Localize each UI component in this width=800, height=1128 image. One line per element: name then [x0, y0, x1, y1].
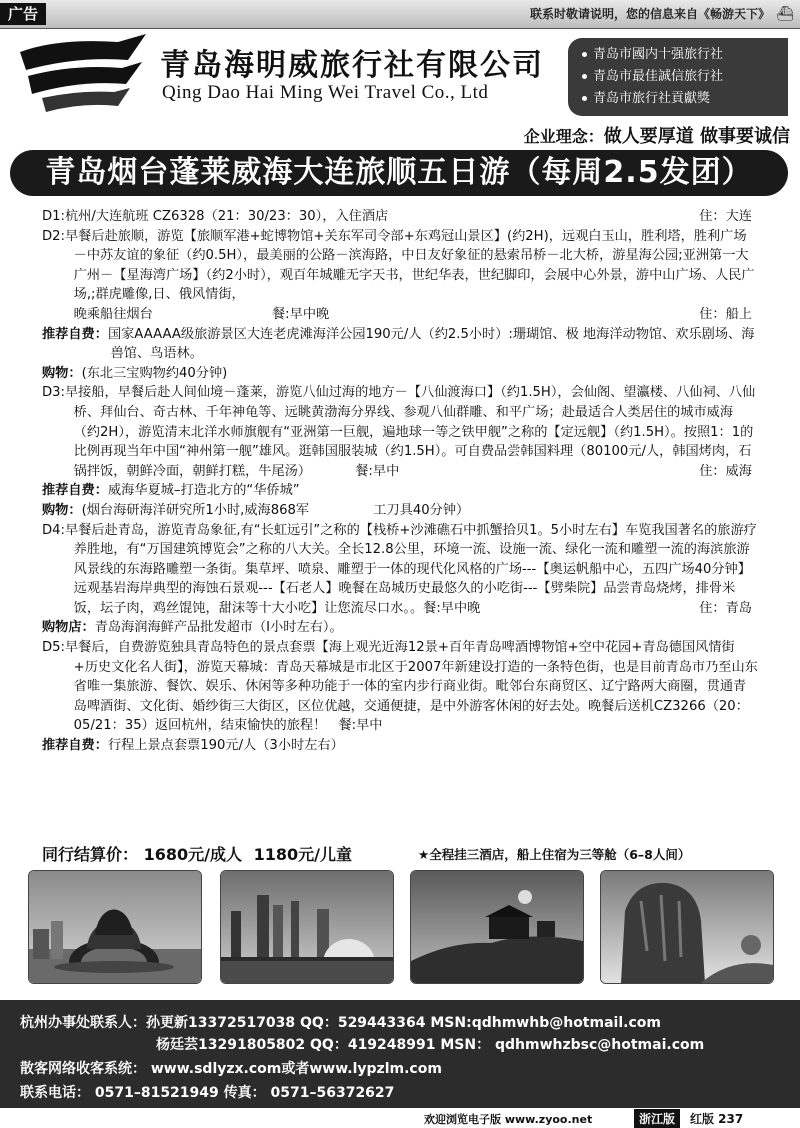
shopping-2: 购物：(烟台海研海洋研究所1小时,威海868军 工刀具40分钟） — [42, 502, 470, 518]
day-1-stay: 住：大连 — [699, 209, 752, 224]
price-adult: 1680元/成人 — [143, 845, 242, 864]
photo-may-fourth-square — [28, 870, 202, 984]
day-1: D1:杭州/大连航班 CZ6328（21：30/23：30），入住酒店 住：大连 — [42, 207, 758, 227]
day-3-stay: 住：威海 — [699, 463, 752, 479]
ship-icon: ⛴ — [776, 6, 794, 22]
company-name-en: Qing Dao Hai Ming Wei Travel Co., Ltd — [162, 82, 489, 103]
honor-item: 青岛市最佳誠信旅行社 — [582, 66, 788, 88]
company-name-cn: 青岛海明威旅行社有限公司 — [160, 48, 544, 83]
company-header — [12, 30, 788, 118]
honor-item: 青岛市旅行社貢獻獎 — [582, 88, 788, 110]
contact-panel — [0, 1000, 800, 1108]
price-child: 1180元/儿童 — [253, 845, 352, 864]
price-label: 同行结算价： — [42, 845, 139, 864]
photo-qingdao-skyline — [220, 870, 394, 984]
contact-person-2: 杨廷芸13291805802 QQ：419248991 MSN： qdhmwhzbsc@hotmai.com — [156, 1037, 705, 1053]
company-logo — [18, 32, 148, 112]
price-line — [42, 842, 352, 865]
company-motto — [0, 122, 790, 148]
motto-text: 做人要厚道 做事要诚信 — [603, 126, 790, 147]
honors-panel — [568, 38, 788, 116]
accommodation-note: ★全程挂三酒店，船上住宿为三等舱（6–8人间） — [418, 847, 691, 862]
recommend-2: 推荐自费：威海华夏城–打造北方的“华侨城” — [42, 483, 300, 499]
day-2: D2:早餐后赴旅顺，游览【旅顺军港+蛇博物馆+关东军司令部+东鸡冠山景区】(约2H)，远观白玉山，胜利塔，胜利广场－中苏友谊的象征（约0.5H），最美丽的公路－滨海路，中日友好象征的悬索吊桥－北大桥，游星海公园;亚洲第一大广州－【星海湾广场】（约2小时），观百年城雕无字天书，世纪华表，世纪脚印，会展中心外景，游中山广场、人民广场,;群虎雕像,日、俄风情街， 晚乘船往烟台 餐:早中晚 住：船上 — [42, 227, 758, 325]
top-notice: 联系时敬请说明，您的信息来自《畅游天下》 — [529, 7, 770, 21]
web-system: 散客网络收客系统： www.sdlyzx.com或者www.lypzlm.com — [20, 1061, 442, 1077]
photo-strip — [28, 870, 778, 985]
motto-label: 企业理念： — [523, 127, 604, 146]
shopping-3: 购物店：青岛海润海鲜产品批发超市（I小时左右）。 — [42, 620, 343, 636]
day-3: D3:早接船，早餐后赴人间仙境－蓬莱，游览八仙过海的地方－【八仙渡海口】（约1.5H），会仙阁、望瀛楼、八仙祠、八仙桥、拜仙台、奇古林、千年神龟等、远眺黄渤海分界线、参观八仙群雕、和平广场；赴最适合人类居住的城市威海（约2H），游览清末北洋水师旗舰有“亚洲第一巨舰，遍地球一等之铁甲舰”之称的【定远舰】（约1.5H）。按照1：1的比例再现当年中国“神州第一舰”雄风。逛韩国服装城（约1.5H）。可自费品尝韩国料理（80100元/人，韩国烤肉，石锅拌饭，朝鲜冷面，朝鲜打糕，牛尾汤） 餐:早中 住：威海 — [42, 383, 758, 481]
day-4-stay: 住：青岛 — [699, 600, 752, 616]
day-2-meal: 餐:早中晚 — [272, 306, 330, 322]
contact-person-1: 杭州办事处联系人：孙更新13372517038 QQ：529443364 MSN:qdhmwhb@hotmail.com — [20, 1015, 661, 1031]
shopping-1: 购物：(东北三宝购物约40分钟) — [42, 365, 228, 381]
day-4-meal: 餐:早中晚 — [423, 600, 481, 616]
itinerary — [42, 207, 758, 756]
edition-badge: 浙江版 — [634, 1109, 680, 1128]
tour-title-banner: 青岛烟台蓬莱威海大连旅顺五日游（每周2.5发团） — [10, 150, 788, 196]
footer-browse: 欢迎浏览电子版 www.zyoo.net — [424, 1113, 593, 1126]
recommend-1: 推荐自费：国家AAAAA级旅游景区大连老虎滩海洋公园190元/人（约2.5小时）:珊瑚馆、极 地海洋动物馆、欢乐剧场、海兽馆、鸟语林。 — [42, 326, 755, 362]
day-5-meal: 餐:早中 — [338, 718, 383, 734]
recommend-3: 推荐自费：行程上景点套票190元/人（3小时左右） — [42, 738, 344, 754]
ad-tag: 广告 — [0, 3, 46, 25]
page-footer — [0, 1109, 800, 1127]
top-bar — [0, 0, 800, 29]
day-4: D4:早餐后赴青岛，游览青岛象征,有“长虹远引”之称的【栈桥+沙滩礁石中抓蟹拾贝1。5小时左右】车览我国著名的旅游疗养胜地，有“万国建筑博览会”之称的八大关。全长12.8公里，环境一流、设施一流、绿化一流和雕塑一流的海滨旅游风景线的东海路雕塑一条街。集草坪、喷泉、雕塑于一体的现代化风格的广场---【奥运帆船中心，五四广场40分钟】远观基岩海岸典型的海蚀石景观---【石老人】晚餐在岛城历史最悠久的小吃街---【劈柴院】品尝青岛烧烤，排骨米饭，坛子肉，鸡丝馄饨，甜沫等十大小吃】让您流尽口水。。餐:早中晚 住：青岛 — [42, 521, 758, 619]
day-5: D5:早餐后，自费游览独具青岛特色的景点套票【海上观光近海12景+百年青岛啤酒博物馆+空中花园+青岛德国风情街+历史文化名人街】，游览天幕城：青岛天幕城是市北区于2007年新建设打造的一条特色街，也是目前青岛市乃至山东省唯一集旅游、餐饮、娱乐、休闲等多种功能于一体的室内步行商业街。毗邻台东商贸区、辽宁路两大商圈，贯通青岛啤酒街、文化街、婚纱街三大街区，区位优越，交通便捷，是中外游客休闲的好去处。晚餐后送机CZ3266（20：05/21：35）返回杭州，结束愉快的旅程！ 餐:早中 — [42, 640, 758, 734]
page-number: 红版 237 — [690, 1112, 744, 1126]
day-2-stay: 住：船上 — [699, 306, 752, 322]
photo-stone-tablet — [600, 870, 774, 984]
photo-penglai-pavilion — [410, 870, 584, 984]
phone-fax: 联系电话： 0571–81521949 传真： 0571–56372627 — [20, 1085, 395, 1101]
honor-item: 青岛市國内十强旅行社 — [582, 44, 788, 66]
day-3-meal: 餐:早中 — [355, 463, 400, 479]
